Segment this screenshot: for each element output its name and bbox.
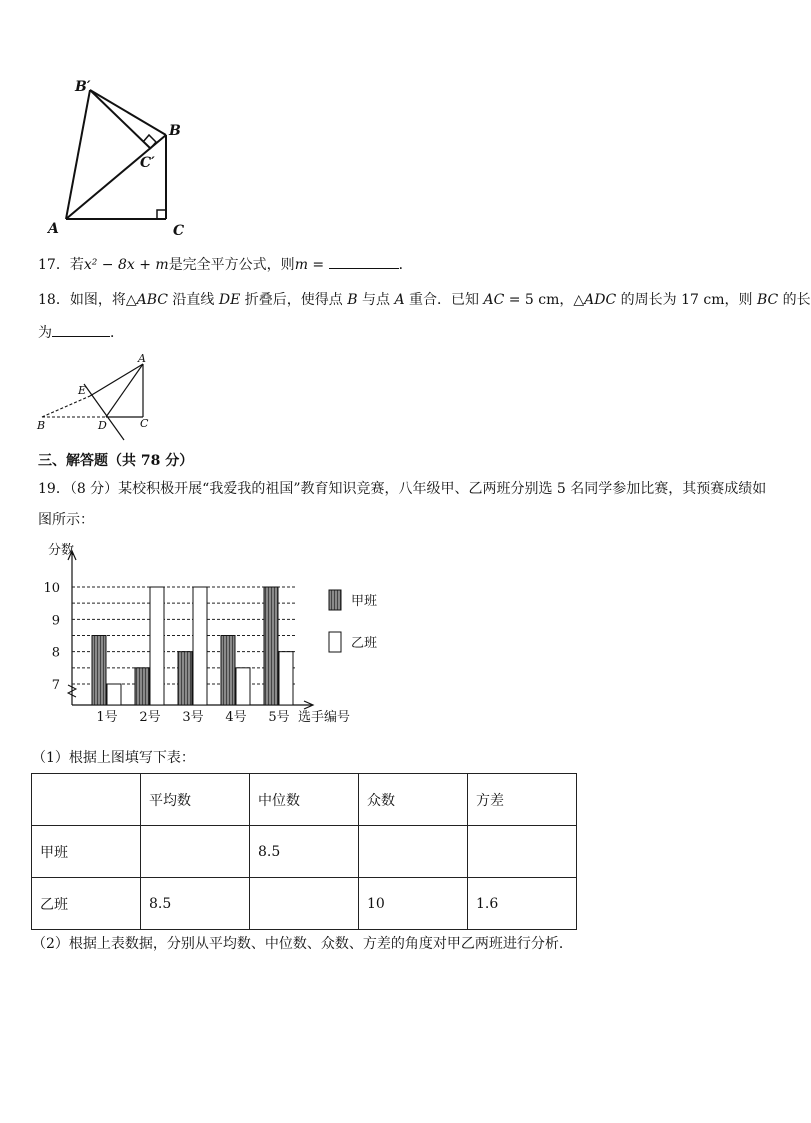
x-tick-label: 1号 (96, 710, 118, 725)
y-axis-label: 分数 (48, 543, 75, 558)
section-3-title: 三、解答题（共 78 分） (38, 453, 194, 469)
label-c: C (140, 417, 149, 430)
table-row (32, 878, 577, 930)
table-cell[interactable] (468, 826, 577, 878)
bar (264, 587, 278, 705)
dashed-b-e (42, 396, 90, 417)
x-tick-label: 5号 (268, 710, 290, 725)
x-axis-label: 选手编号 (298, 710, 351, 725)
bar (236, 668, 250, 705)
segment-a-bprime (66, 90, 90, 219)
label-cprime: C′ (140, 155, 155, 171)
table-header-row (32, 774, 577, 826)
bar (221, 636, 235, 706)
y-tick-label: 10 (43, 581, 60, 596)
bar (107, 684, 121, 705)
q17-expression: x² − 8x + m (83, 257, 169, 273)
right-angle-mark-c (157, 210, 166, 219)
q18-line2-start: 为 (38, 325, 52, 341)
q18-bc: BC (756, 292, 779, 308)
table-cell[interactable] (141, 826, 250, 878)
x-tick-label: 3号 (182, 710, 204, 725)
table-cell: 甲班 (32, 826, 141, 878)
bar (135, 668, 149, 705)
q17-text: 是完全平方公式，则 (168, 257, 295, 273)
question-19-line1: 19．（8 分）某校积极开展“我爱我的祖国”教育知识竞赛，八年级甲、乙两班分别选 5 名同学参加比赛，其预赛成绩如 (38, 481, 767, 497)
legend-label: 甲班 (351, 594, 378, 609)
fold-figure-18 (30, 352, 170, 442)
table-cell: 8.5 (250, 826, 359, 878)
bar (279, 652, 293, 705)
y-tick-label: 7 (51, 678, 60, 693)
q18-a: A (394, 292, 405, 308)
q18-text-7: 的周长为 17 cm，则 (616, 292, 757, 308)
q18-text-8: 的长 (778, 292, 811, 308)
table-cell: 8.5 (141, 878, 250, 930)
q18-text-5: 重合．已知 (404, 292, 484, 308)
legend-swatch (329, 632, 341, 652)
table-cell[interactable] (250, 878, 359, 930)
bar (92, 636, 106, 706)
y-axis-break (68, 685, 76, 697)
label-b: B (169, 123, 181, 139)
legend-label: 乙班 (351, 636, 378, 651)
q18-adc: ADC (584, 292, 617, 308)
question-19-line2: 图所示： (38, 512, 94, 528)
question-17 (38, 254, 413, 275)
q17-number: 17．若 (38, 257, 84, 273)
x-tick-label: 2号 (139, 710, 161, 725)
table-header-cell: 众数 (359, 774, 468, 826)
score-bar-chart (42, 538, 392, 728)
segment-a-e (90, 364, 143, 396)
q17-var: m (294, 257, 308, 273)
label-bprime: B′ (75, 79, 91, 95)
q18-ac: AC (483, 292, 505, 308)
table-cell: 乙班 (32, 878, 141, 930)
triangle-figure-17 (40, 75, 210, 245)
q18-abc: ABC (136, 292, 168, 308)
table-cell[interactable] (359, 826, 468, 878)
sub-question-2: （2）根据上表数据，分别从平均数、中位数、众数、方差的角度对甲乙两班进行分析． (32, 936, 573, 952)
label-d: D (98, 419, 107, 432)
q18-line2-end: ． (110, 325, 124, 341)
segment-bprime-cprime (90, 90, 150, 148)
label-b: B (37, 419, 46, 432)
q18-de: DE (218, 292, 241, 308)
q17-answer-blank[interactable] (329, 254, 399, 269)
q17-end: ． (398, 257, 413, 273)
bar (150, 587, 164, 705)
table-row (32, 826, 577, 878)
table-header-cell: 中位数 (250, 774, 359, 826)
label-a: A (138, 352, 146, 365)
q18-text-4: 与点 (357, 292, 395, 308)
q18-answer-blank[interactable] (52, 322, 110, 337)
q18-b: B (347, 292, 358, 308)
label-c: C (173, 223, 185, 239)
legend-swatch (329, 590, 341, 610)
segment-bprime-b (90, 90, 166, 135)
bar (178, 652, 192, 705)
label-e: E (78, 384, 87, 397)
table-cell: 1.6 (468, 878, 577, 930)
bar (193, 587, 207, 705)
y-tick-label: 8 (51, 645, 60, 661)
question-18-line1 (38, 290, 811, 310)
question-18-line2 (38, 322, 124, 343)
sub-question-1: （1）根据上图填写下表： (32, 750, 195, 766)
score-table (31, 773, 577, 930)
q18-text-3: 折叠后，使得点 (240, 292, 348, 308)
label-a: A (48, 221, 59, 237)
table-header-cell (32, 774, 141, 826)
table-header-cell: 平均数 (141, 774, 250, 826)
q17-eq: = (307, 257, 329, 273)
segment-a-d (106, 364, 143, 417)
q18-text-2: 沿直线 (167, 292, 219, 308)
q18-text-1: 18．如图，将△ (38, 292, 137, 308)
x-tick-label: 4号 (225, 710, 247, 725)
q18-text-6: = 5 cm，△ (504, 292, 585, 308)
table-header-cell: 方差 (468, 774, 577, 826)
table-cell: 10 (359, 878, 468, 930)
y-tick-label: 9 (51, 613, 60, 629)
